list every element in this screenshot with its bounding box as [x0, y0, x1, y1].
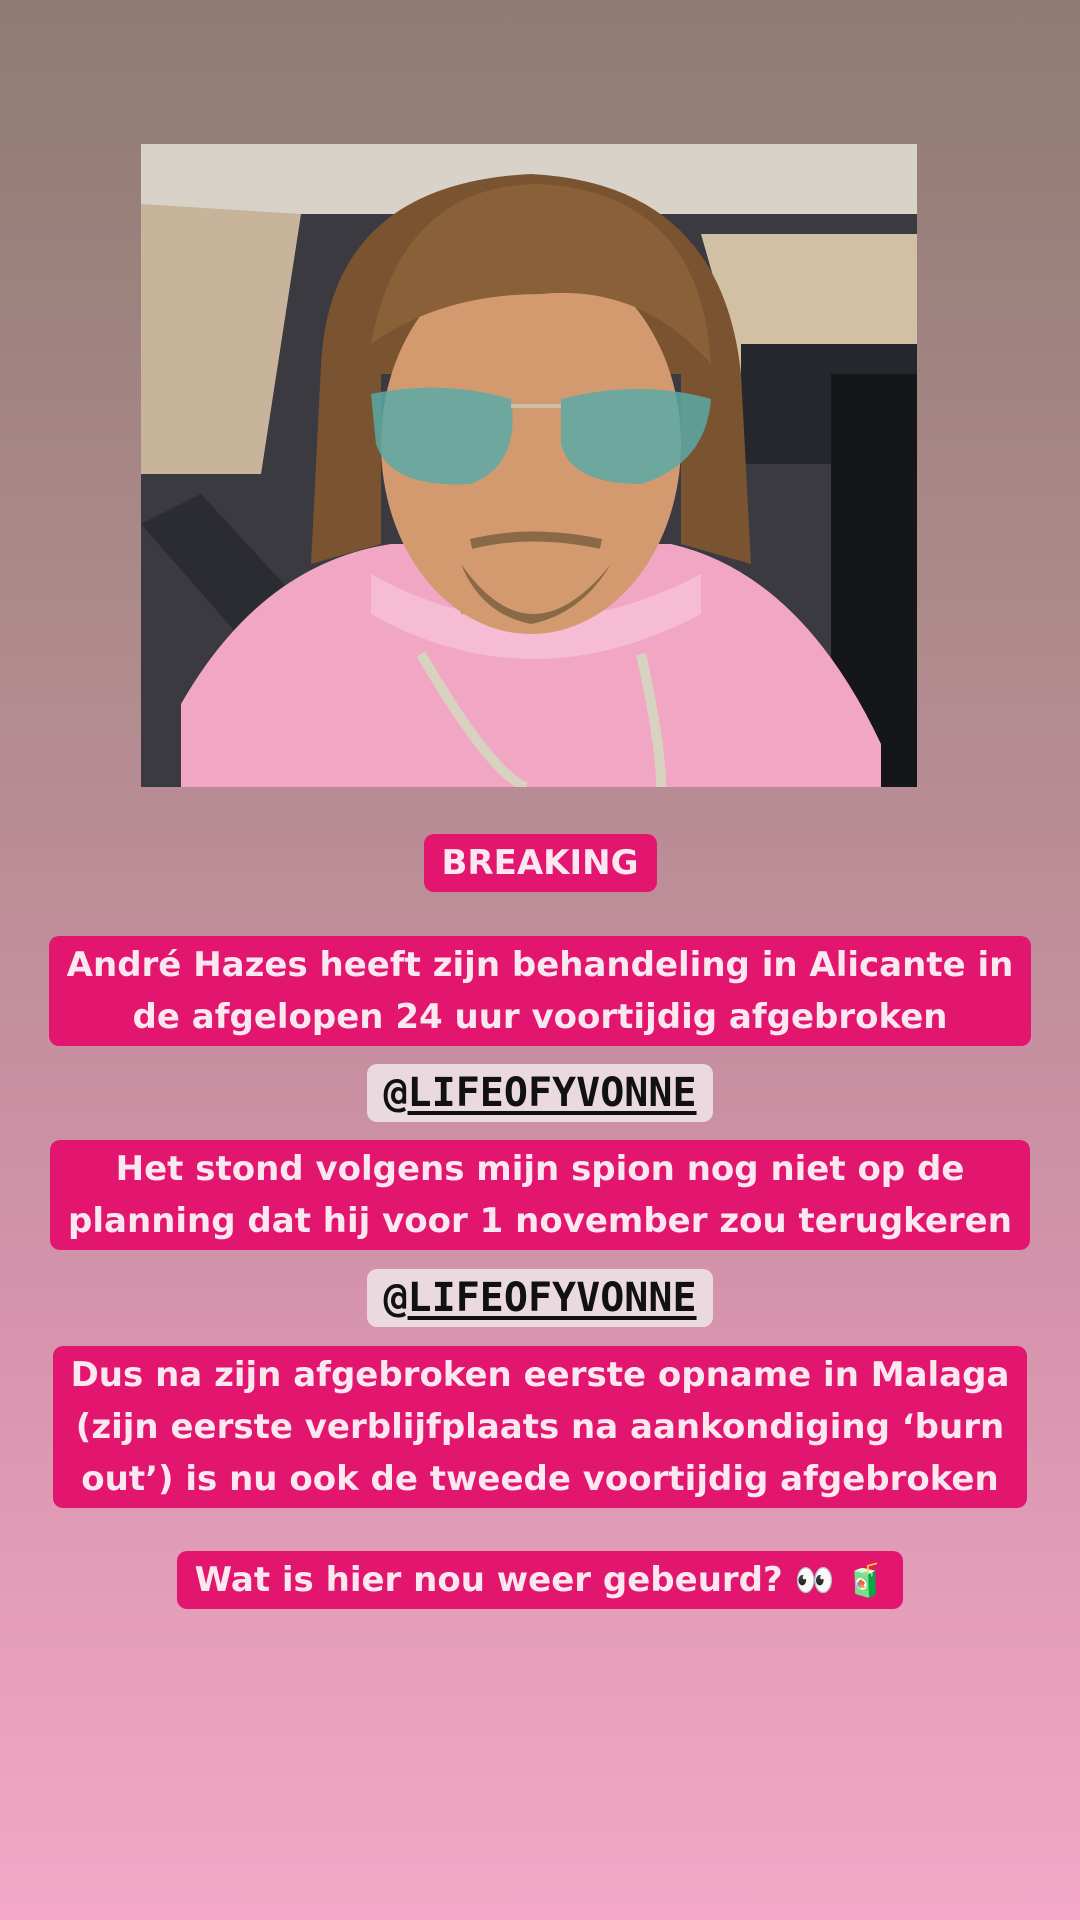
- news-block-2-line-1: Het stond volgens mijn spion nog niet op de: [115, 1149, 965, 1189]
- news-block-1-line-2: de afgelopen 24 uur voortijdig afgebroken: [132, 997, 948, 1037]
- news-block-1-line-1: André Hazes heeft zijn behandeling in Alicante in: [66, 945, 1014, 985]
- mention-at-sign: @: [383, 1070, 408, 1116]
- news-block-2-pill: [50, 1140, 1030, 1250]
- mention-handle: LIFEOFYVONNE: [407, 1070, 697, 1116]
- news-block-3-line-3: out’) is nu ook de tweede voortijdig afgebroken: [81, 1459, 999, 1499]
- question-text: Wat is hier nou weer gebeurd?: [194, 1560, 783, 1600]
- news-block-3-line-1: Dus na zijn afgebroken eerste opname in Malaga: [70, 1355, 1010, 1395]
- news-block-2-line-2: planning dat hij voor 1 november zou terugkeren: [68, 1201, 1012, 1241]
- breaking-label: [424, 834, 657, 892]
- mention-row-1: [0, 1064, 1080, 1122]
- story-photo: [141, 144, 917, 787]
- news-block-3: [0, 1346, 1080, 1508]
- eyes-juicebox-emoji-icon: 👀 🧃: [794, 1561, 886, 1599]
- breaking-text: BREAKING: [441, 843, 639, 883]
- news-block-2: [0, 1140, 1080, 1250]
- breaking-row: [0, 834, 1080, 892]
- news-block-1: [0, 936, 1080, 1046]
- mention-at-sign: @: [383, 1275, 408, 1321]
- mention-sticker-2[interactable]: [367, 1269, 712, 1327]
- question-pill: [177, 1551, 904, 1609]
- news-block-3-line-2: (zijn eerste verblijfplaats na aankondiging ‘burn: [75, 1407, 1005, 1447]
- mention-row-2: [0, 1269, 1080, 1327]
- question-line: [195, 1554, 886, 1606]
- mention-handle: LIFEOFYVONNE: [407, 1275, 697, 1321]
- question-row: [0, 1551, 1080, 1609]
- mention-sticker-1[interactable]: [367, 1064, 712, 1122]
- person-in-car-illustration: [141, 144, 917, 787]
- news-block-1-pill: [49, 936, 1032, 1046]
- news-block-3-pill: [53, 1346, 1028, 1508]
